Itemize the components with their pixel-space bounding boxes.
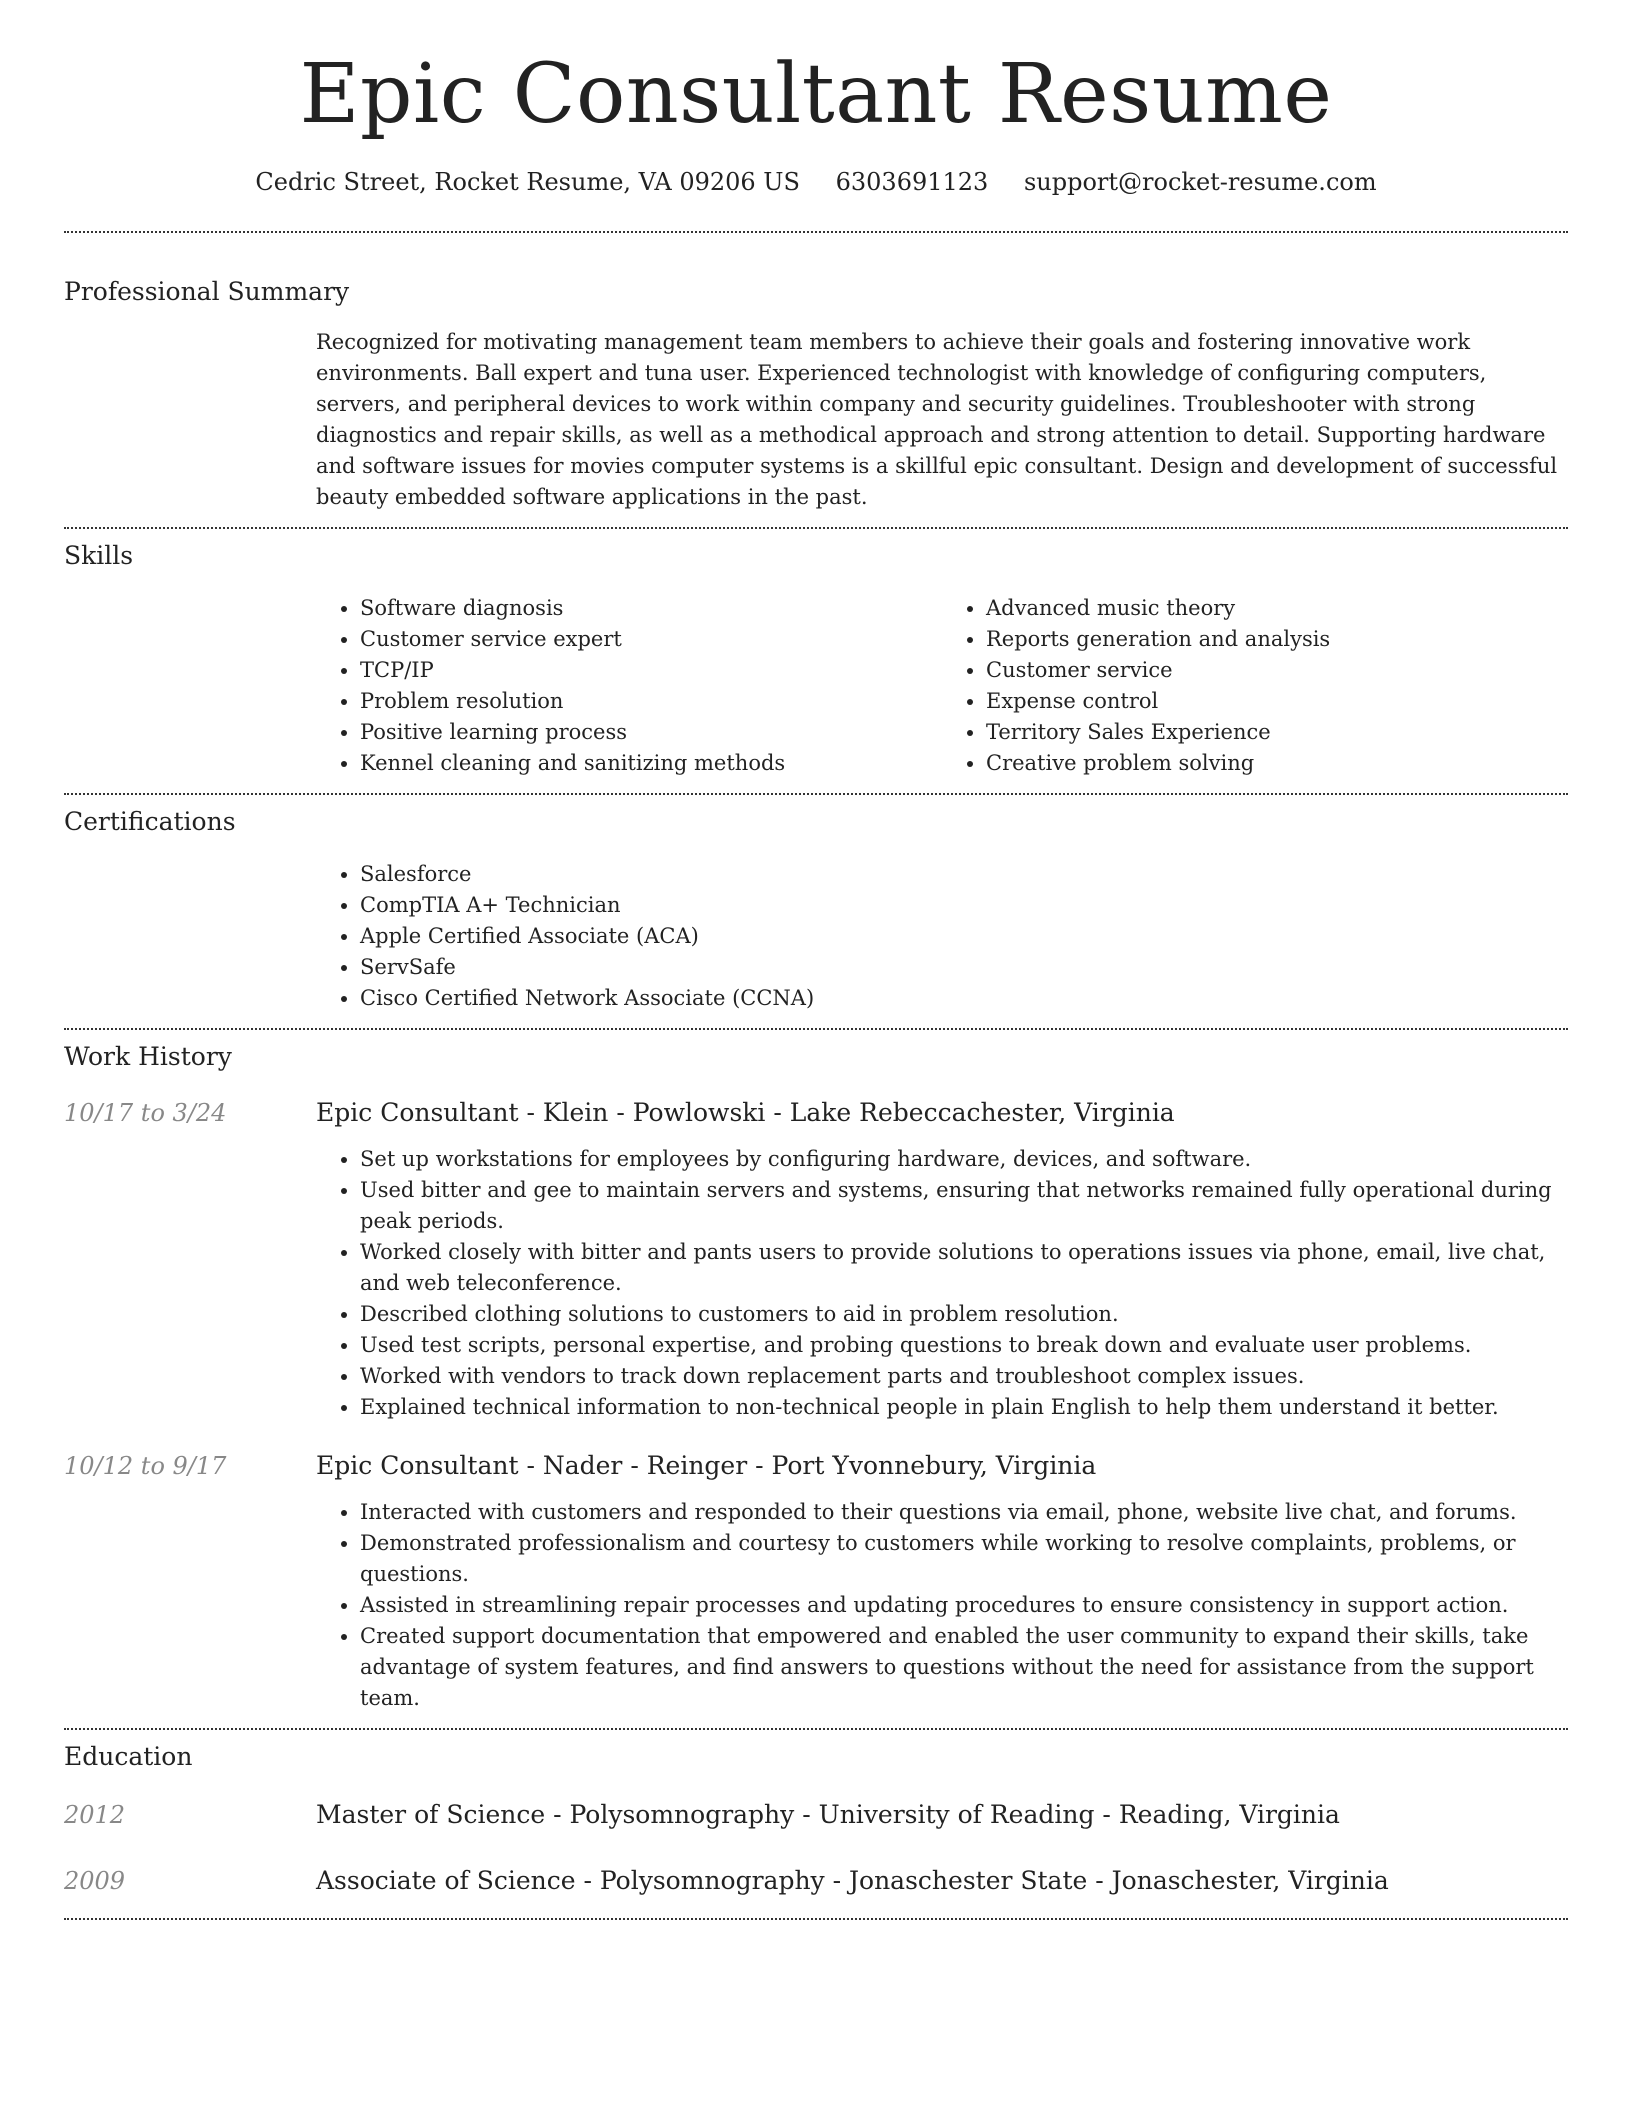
certifications-list	[316, 859, 1568, 1014]
job-bullet: • Interacted with customers and responded to their questions via email, phone, website live chat, and forums.	[360, 1497, 1568, 1528]
job-bullet: • Used test scripts, personal expertise, and probing questions to break down and evaluate user problems.	[360, 1330, 1568, 1361]
skill-item: • Reports generation and analysis	[986, 624, 1568, 655]
section-title-education: Education	[64, 1741, 193, 1771]
skills-list-left	[316, 593, 942, 779]
section-title-certifications: Certifications	[64, 806, 236, 836]
section-title-work-history: Work History	[64, 1041, 232, 1071]
certification-item: • Apple Certified Associate (ACA)	[360, 921, 1568, 952]
skill-item: • Positive learning process	[360, 717, 942, 748]
job-dates: 10/17 to 3/24	[64, 1098, 227, 1127]
skill-item: • TCP/IP	[360, 655, 942, 686]
skill-item: • Creative problem solving	[986, 748, 1568, 779]
job-entry	[64, 1449, 1568, 1714]
job-bullet: • Explained technical information to non-technical people in plain English to help them understand it better.	[360, 1392, 1568, 1423]
skill-item: • Kennel cleaning and sanitizing methods	[360, 748, 942, 779]
certification-item: • ServSafe	[360, 952, 1568, 983]
work-history-section	[64, 1030, 1568, 1714]
education-degree: Master of Science - Polysomnography - University of Reading - Reading, Virginia	[316, 1799, 1340, 1829]
job-bullet: • Worked closely with bitter and pants users to provide solutions to operations issues via phone, email, live chat, and web teleconference.	[360, 1237, 1568, 1299]
skill-item: • Expense control	[986, 686, 1568, 717]
job-bullet: • Worked with vendors to track down replacement parts and troubleshoot complex issues.	[360, 1361, 1568, 1392]
section-divider	[64, 231, 1568, 233]
job-title: Epic Consultant - Nader - Reinger - Port Yvonnebury, Virginia	[316, 1450, 1097, 1480]
job-entry	[64, 1096, 1568, 1423]
job-title: Epic Consultant - Klein - Powlowski - Lake Rebeccachester, Virginia	[316, 1097, 1175, 1127]
section-divider	[64, 1918, 1568, 1920]
education-section	[64, 1730, 1568, 1898]
job-bullet: • Created support documentation that empowered and enabled the user community to expand their skills, take advantage of system features, and find answers to questions without the need for assistance from the support team.	[360, 1621, 1568, 1714]
contact-address: Cedric Street, Rocket Resume, VA 09206 US	[255, 168, 800, 197]
skill-item: • Advanced music theory	[986, 593, 1568, 624]
job-bullet: • Set up workstations for employees by configuring hardware, devices, and software.	[360, 1144, 1568, 1175]
skill-item: • Problem resolution	[360, 686, 942, 717]
contact-phone: 6303691123	[835, 168, 989, 197]
education-year: 2012	[64, 1800, 126, 1829]
skill-item: • Territory Sales Experience	[986, 717, 1568, 748]
job-bullet: • Assisted in streamlining repair processes and updating procedures to ensure consistency in support action.	[360, 1590, 1568, 1621]
certification-item: • CompTIA A+ Technician	[360, 890, 1568, 921]
education-year: 2009	[64, 1866, 126, 1895]
job-dates: 10/12 to 9/17	[64, 1451, 227, 1480]
contact-email: support@rocket-resume.com	[1023, 168, 1377, 197]
certification-item: • Cisco Certified Network Associate (CCNA)	[360, 983, 1568, 1014]
certifications-section	[64, 795, 1568, 1014]
certification-item: • Salesforce	[360, 859, 1568, 890]
education-entry	[64, 1798, 1568, 1832]
section-title-skills: Skills	[64, 540, 134, 570]
job-bullet: • Demonstrated professionalism and courtesy to customers while working to resolve complaints, problems, or questions.	[360, 1528, 1568, 1590]
section-title-summary: Professional Summary	[64, 276, 350, 306]
skills-list-right	[942, 593, 1568, 779]
summary-text: Recognized for motivating management team members to achieve their goals and fostering innovative work environments. Ball expert and tuna user. Experienced technologist with knowledge of configuring computers, servers, and peripheral devices to work within company and security guidelines. Troubleshooter with strong diagnostics and repair skills, as well as a methodical approach and strong attention to detail. Supporting hardware and software issues for movies computer systems is a skillful epic consultant. Design and development of successful beauty embedded software applications in the past.	[316, 329, 1558, 509]
skill-item: • Customer service	[986, 655, 1568, 686]
resume-title: Epic Consultant Resume	[299, 47, 1333, 142]
job-bullets	[316, 1497, 1568, 1714]
skill-item: • Software diagnosis	[360, 593, 942, 624]
skills-section	[64, 529, 1568, 779]
contact-line	[64, 168, 1568, 197]
education-entry	[64, 1864, 1568, 1898]
education-degree: Associate of Science - Polysomnography - Jonaschester State - Jonaschester, Virginia	[316, 1865, 1389, 1895]
skill-item: • Customer service expert	[360, 624, 942, 655]
job-bullet: • Described clothing solutions to customers to aid in problem resolution.	[360, 1299, 1568, 1330]
job-bullets	[316, 1144, 1568, 1423]
summary-section	[64, 277, 1568, 513]
job-bullet: • Used bitter and gee to maintain servers and systems, ensuring that networks remained fully operational during peak periods.	[360, 1175, 1568, 1237]
